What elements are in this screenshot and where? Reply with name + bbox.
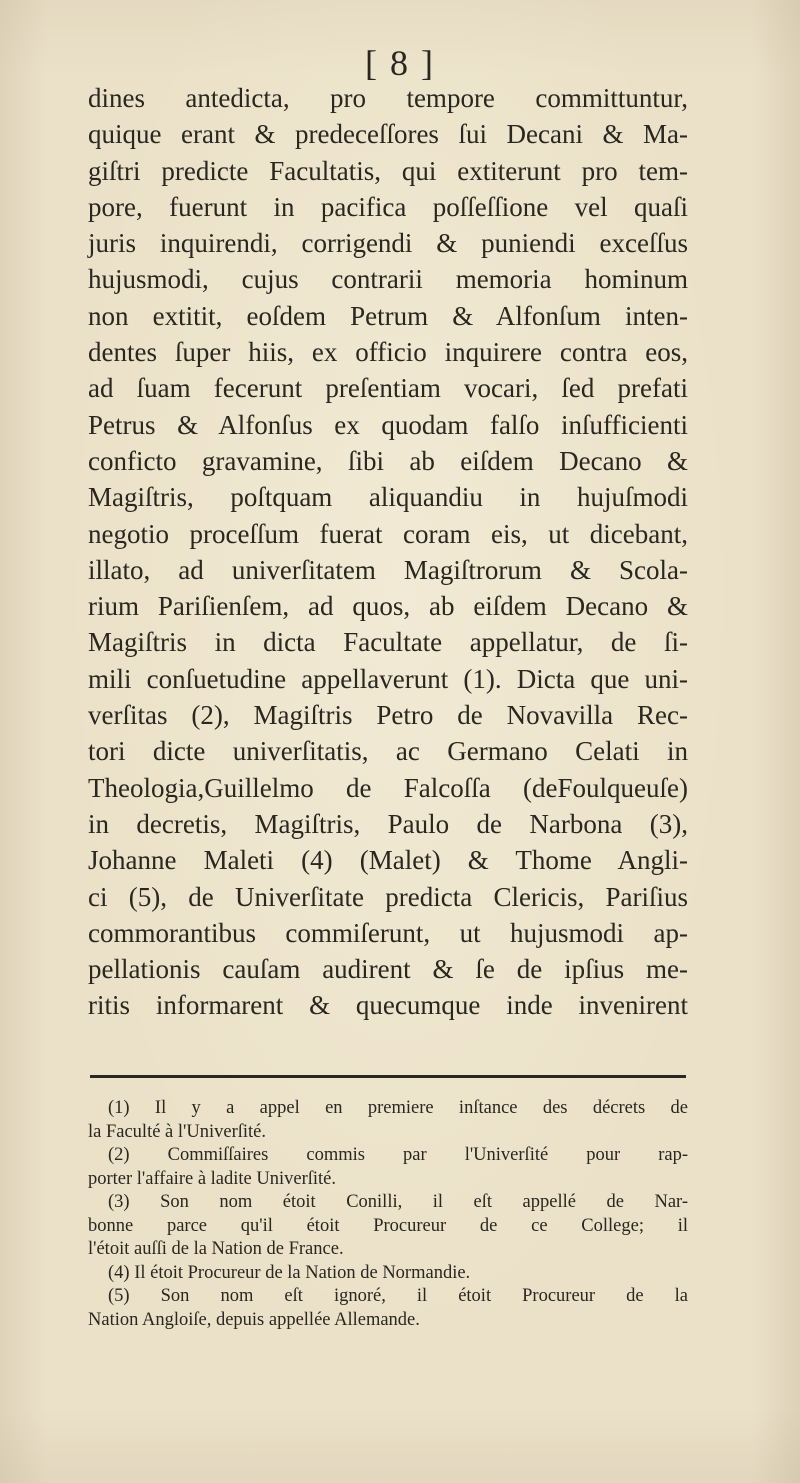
- footnote-3: [88, 1191, 688, 1262]
- footnote-line: (2) Commiſſaires commis par l'Univerſité pour rap-: [108, 1145, 688, 1165]
- footnote-5: [88, 1285, 688, 1332]
- body-line: juris inquirendi, corrigendi & puniendi exceſſus: [88, 228, 688, 259]
- footnotes: [88, 1097, 688, 1332]
- body-line: in decretis, Magiſtris, Paulo de Narbona (3),: [88, 808, 688, 839]
- body-line: ritis informarent & quecumque inde invenirent: [88, 990, 688, 1021]
- body-line: illato, ad univerſitatem Magiſtrorum & Scola-: [88, 554, 688, 585]
- footnote-line: la Faculté à l'Univerſité.: [88, 1121, 266, 1142]
- body-line: mili conſuetudine appellaverunt (1). Dicta que uni-: [88, 663, 688, 694]
- body-line: Magiſtris in dicta Facultate appellatur, de ſi-: [88, 627, 688, 658]
- body-line: commorantibus commiſerunt, ut hujusmodi ap-: [88, 917, 688, 948]
- page-number: [ 8 ]: [365, 43, 435, 83]
- footnote-line: Nation Angloiſe, depuis appellée Allemande.: [88, 1309, 420, 1330]
- body-line: verſitas (2), Magiſtris Petro de Novavilla Rec-: [88, 700, 688, 731]
- footnote-4: [88, 1262, 688, 1286]
- body-line: Theologia,Guillelmo de Falcoſſa (deFoulqueuſe): [88, 772, 688, 803]
- footnote-line: (1) Il y a appel en premiere inſtance des décrets de: [108, 1098, 688, 1118]
- footnote-line: porter l'affaire à ladite Univerſité.: [88, 1168, 336, 1189]
- body-text: [88, 80, 688, 1024]
- footnote-1: [88, 1097, 688, 1144]
- body-line: dines antedicta, pro tempore committuntur,: [88, 83, 688, 113]
- body-line: dentes ſuper hiis, ex officio inquirere contra eos,: [88, 337, 688, 368]
- body-line: Johanne Maleti (4) (Malet) & Thome Angli-: [88, 845, 688, 876]
- body-line: rium Pariſienſem, ad quos, ab eiſdem Decano &: [88, 591, 688, 622]
- body-line: pellationis cauſam audirent & ſe de ipſius me-: [88, 954, 688, 985]
- body-line: quique erant & predeceſſores ſui Decani & Ma-: [88, 119, 688, 150]
- footnote-line: bonne parce qu'il étoit Procureur de ce College; il: [88, 1215, 688, 1236]
- footnote-line: (4) Il étoit Procureur de la Nation de Normandie.: [108, 1262, 471, 1283]
- footnote-2: [88, 1144, 688, 1191]
- body-line: pore, fuerunt in pacifica poſſeſſione vel quaſi: [88, 191, 688, 222]
- footnote-divider: [90, 1075, 686, 1078]
- footnote-line: (5) Son nom eſt ignoré, il étoit Procureur de la: [108, 1286, 688, 1306]
- body-line: Petrus & Alfonſus ex quodam falſo inſufficienti: [88, 409, 688, 440]
- body-line: giſtri predicte Facultatis, qui extiterunt pro tem-: [88, 155, 688, 186]
- footnote-line: (3) Son nom étoit Conilli, il eſt appellé de Nar-: [108, 1192, 688, 1212]
- body-line: conficto gravamine, ſibi ab eiſdem Decano &: [88, 445, 688, 476]
- footnote-line: l'étoit auſſi de la Nation de France.: [88, 1239, 344, 1259]
- body-line: Magiſtris, poſtquam aliquandiu in hujuſmodi: [88, 482, 688, 513]
- body-line: negotio proceſſum fuerat coram eis, ut dicebant,: [88, 518, 688, 549]
- body-line: ad ſuam fecerunt preſentiam vocari, ſed prefati: [88, 373, 688, 404]
- body-line: hujusmodi, cujus contrarii memoria hominum: [88, 264, 688, 295]
- body-line: ci (5), de Univerſitate predicta Clericis, Pariſius: [88, 881, 688, 912]
- body-line: non extitit, eoſdem Petrum & Alfonſum inten-: [88, 300, 688, 331]
- body-line: tori dicte univerſitatis, ac Germano Celati in: [88, 736, 688, 767]
